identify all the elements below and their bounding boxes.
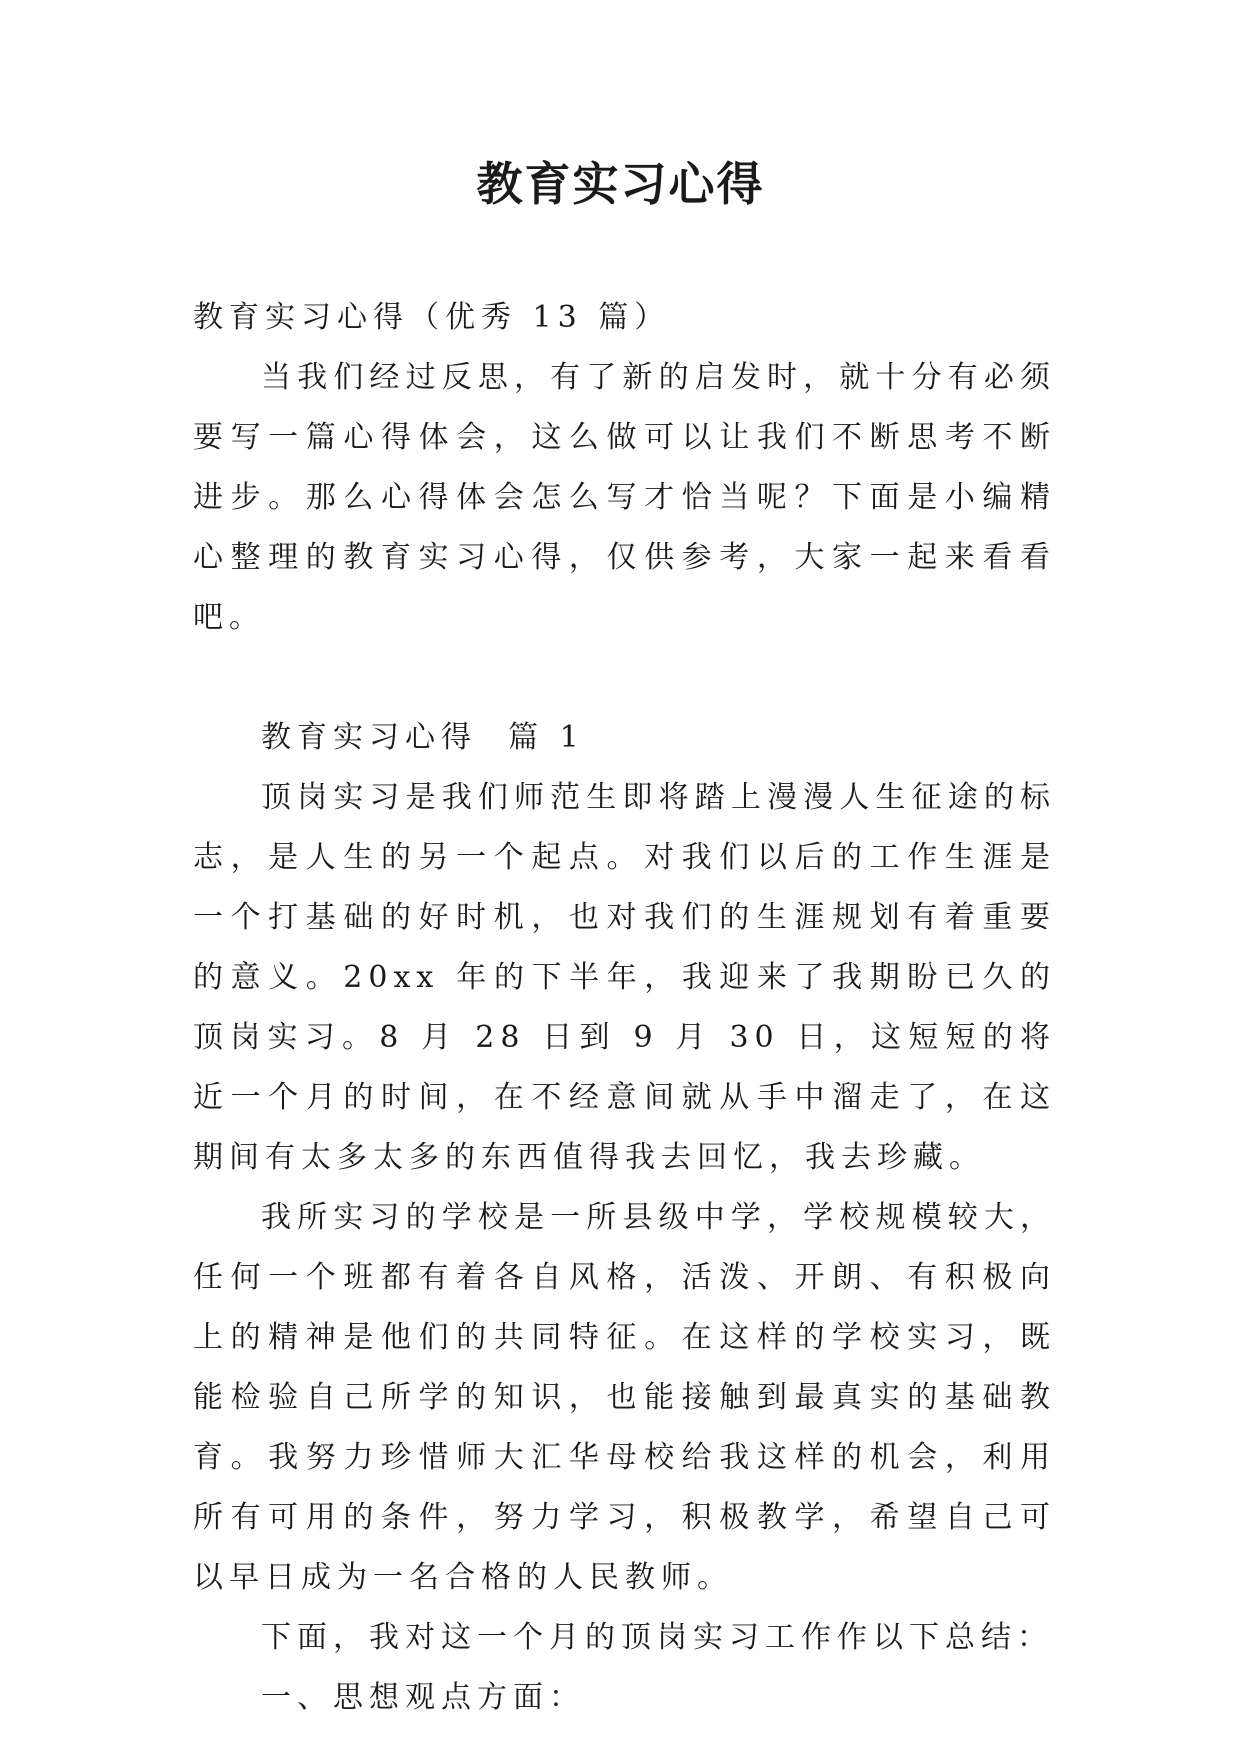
body-paragraph: 下面，我对这一个月的顶岗实习工作作以下总结：: [261, 1620, 1053, 1655]
document-subtitle: 教育实习心得（优秀 13 篇）: [193, 300, 671, 335]
section-heading: 教育实习心得 篇 1: [261, 720, 585, 755]
paragraph-spacer: [193, 648, 1056, 708]
document-body: [193, 288, 1056, 1728]
body-paragraph: 我所实习的学校是一所县级中学，学校规模较大，任何一个班都有着各自风格，活泼、开朗、有积极向上的精神是他们的共同特征。在这样的学校实习，既能检验自己所学的知识，也能接触到最真实的基础教育。我努力珍惜师大汇华母校给我这样的机会，利用所有可用的条件，努力学习，积极教学，希望自己可以早日成为一名合格的人民教师。: [193, 1200, 1056, 1595]
intro-paragraph: 当我们经过反思，有了新的启发时，就十分有必须要写一篇心得体会，这么做可以让我们不断思考不断进步。那么心得体会怎么写才恰当呢？下面是小编精心整理的教育实习心得，仅供参考，大家一起来看看吧。: [193, 360, 1056, 635]
body-paragraph: 顶岗实习是我们师范生即将踏上漫漫人生征途的标志，是人生的另一个起点。对我们以后的工作生涯是一个打基础的好时机，也对我们的生涯规划有着重要的意义。20xx 年的下半年，我迎来了我期盼已久的顶岗实习。8 月 28 日到 9 月 30 日，这短短的将近一个月的时间，在不经意间就从手中溜走了，在这期间有太多太多的东西值得我去回忆，我去珍藏。: [193, 780, 1056, 1175]
document-title: 教育实习心得: [476, 157, 765, 211]
body-paragraph: 一、思想观点方面：: [261, 1680, 585, 1715]
